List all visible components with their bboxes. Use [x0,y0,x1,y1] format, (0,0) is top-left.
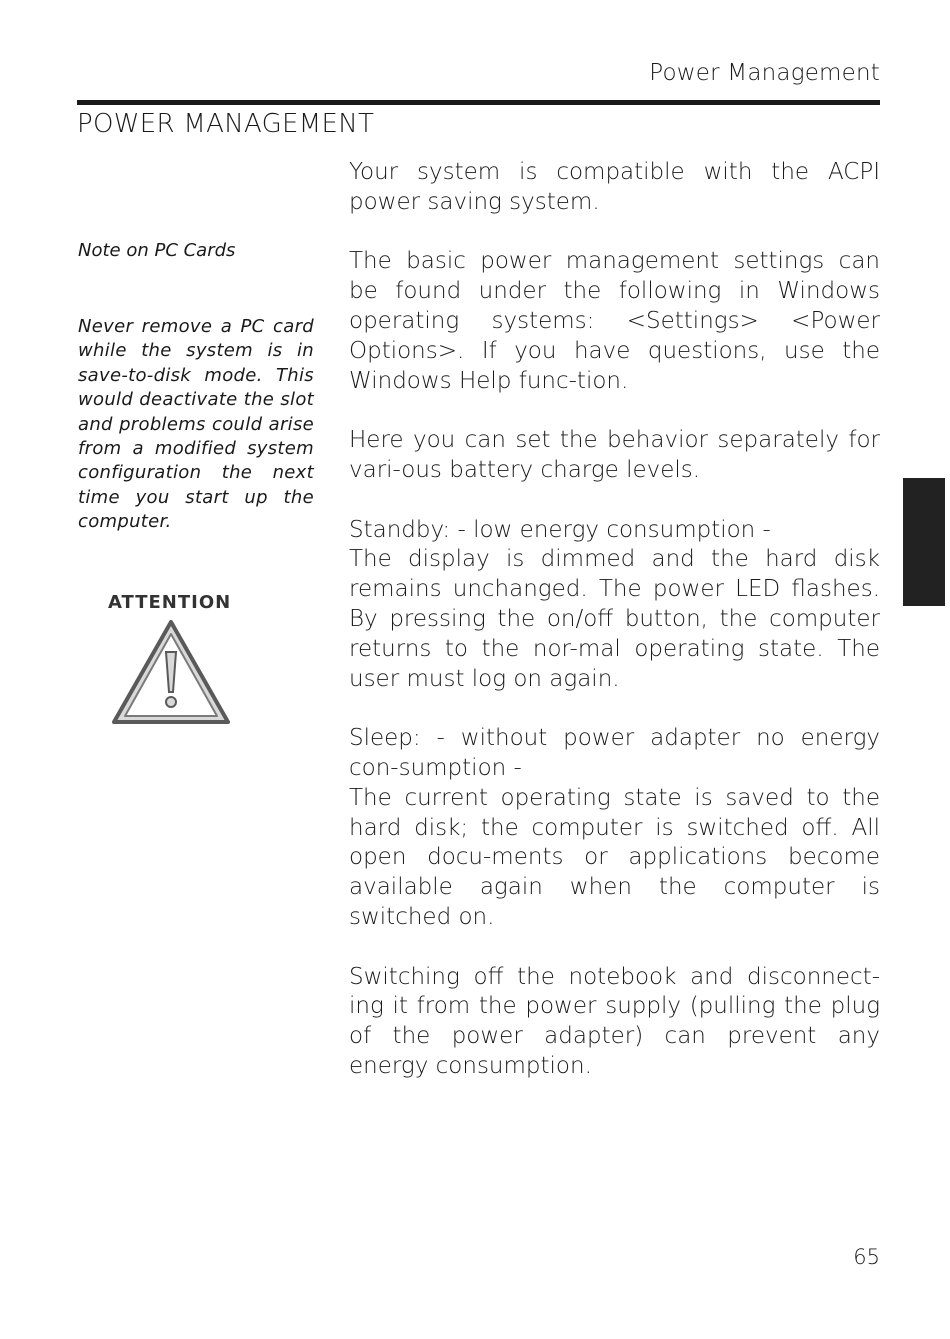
note-text: Never remove a PC card while the system is in save-to-disk mode. This would deactivate the slot and problems could arise from a modified system configuration the next time you start up the computer. [78,316,314,533]
sleep-heading: Sleep: - without power adapter no energy con-sumption - [349,725,880,781]
note-title: Note on PC Cards [78,240,236,261]
running-header: Power Management [649,60,880,86]
standby-heading: Standby: - low energy consumption - [349,516,771,543]
header-rule [77,100,880,105]
thumb-index-tab [903,478,945,606]
page-number: 65 [853,1245,880,1269]
paragraph-behavior: Here you can set the behavior separately for vari-ous battery charge levels. [349,427,880,483]
standby-description: The display is dimmed and the hard disk remains unchanged. The power LED flashes. By pressing the on/off button, the computer returns to the nor-mal operating state. The user must log on again. [349,546,880,692]
sleep-description: The current operating state is saved to the hard disk; the computer is switched off. All open docu-ments or applications become available again when the computer is switched on. [349,784,880,930]
paragraph-settings: The basic power management settings can be found under the following in Windows operating systems: <Settings> <Power Options>. If you have questions, use the Windows Help func-tion. [349,248,880,394]
sidebar-note [78,240,314,533]
paragraph-acpi: Your system is compatible with the ACPI power saving system. [349,159,880,215]
attention-label: ATTENTION [108,592,232,613]
section-title: POWER MANAGEMENT [77,109,375,139]
paragraph-switching-off: Switching off the notebook and disconnect-ing it from the power supply (pulling the plug of the power adapter) can prevent any energy consumption. [349,963,880,1079]
main-text [349,158,880,1112]
warning-triangle-icon [110,618,232,728]
